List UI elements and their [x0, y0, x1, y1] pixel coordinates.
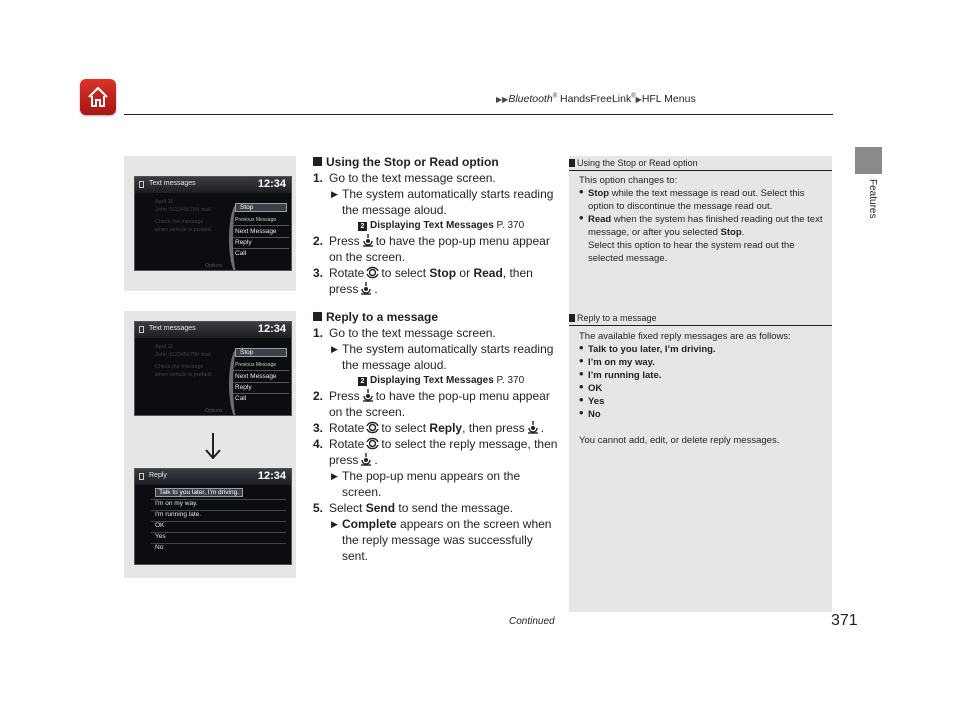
section-heading: Reply to a message: [313, 309, 558, 325]
note-heading: Using the Stop or Read option: [569, 158, 832, 168]
note-rule: [569, 170, 832, 171]
step-2: 2. Press to have the pop-up menu appear on the screen.: [313, 389, 550, 419]
press-button-icon: [527, 421, 539, 434]
screen-title: Reply: [149, 472, 167, 479]
screen-footer: Options: [205, 408, 223, 414]
breadcrumb-bluetooth[interactable]: Bluetooth: [508, 93, 553, 105]
phone-icon: [139, 473, 144, 480]
step-result: ▶ The pop-up menu appears on the screen.: [331, 469, 521, 499]
reply-option[interactable]: OK: [155, 522, 165, 529]
down-arrow-icon: [204, 433, 222, 459]
screen-title: Text messages: [149, 180, 196, 187]
ghost-text: April 11: [155, 199, 174, 205]
menu-divider: [233, 382, 289, 383]
note-body: The available fixed reply messages are as follows: • Talk to you later, I’m driving. • I’m on my way. • I’m running late. • OK • Yes • No You cannot add, edit, or delete reply messages.: [579, 330, 829, 447]
menu-item-reply[interactable]: Reply: [235, 384, 252, 391]
note-marker-icon: [569, 159, 575, 167]
breadcrumb-arrow-icon: ▶▶: [496, 95, 509, 104]
step-3: 3. Rotate to select Reply, then press .: [313, 421, 545, 435]
breadcrumb-arrow-icon: ▶: [635, 95, 642, 104]
step-3: 3. Rotate to select Stop or Read, then press .: [313, 266, 533, 296]
section-stop-read: [313, 154, 558, 297]
menu-item-previous[interactable]: Previous Message: [235, 362, 277, 368]
screen-header: [135, 177, 291, 193]
menu-item-next[interactable]: Next Message: [235, 228, 277, 235]
step-5: 5. Select Send to send the message.: [313, 501, 514, 515]
reply-option[interactable]: No: [155, 544, 164, 551]
press-button-icon: [360, 282, 372, 295]
menu-divider: [233, 393, 289, 394]
screen-image-1: [134, 176, 292, 271]
reply-option[interactable]: I'm running late.: [155, 511, 202, 518]
screen-clock: 12:34: [257, 178, 286, 190]
reply-divider: [151, 543, 286, 544]
ghost-text: Check the message: [155, 219, 204, 225]
ghost-text: Check the message: [155, 364, 204, 370]
menu-item-stop[interactable]: Stop: [235, 348, 287, 357]
phone-icon: [139, 181, 144, 188]
screen-image-3: [134, 468, 292, 565]
ghost-text: when vehicle is parked.: [155, 372, 213, 378]
step-2: 2. Press to have the pop-up menu appear on the screen.: [313, 234, 550, 264]
step-result: ▶ The system automatically starts reading the message aloud.: [331, 342, 554, 372]
step-1: 1. Go to the text message screen.: [313, 171, 496, 185]
cross-reference[interactable]: 2 Displaying Text Messages P. 370: [313, 218, 558, 233]
registered-mark: ®: [631, 93, 636, 100]
home-icon: [86, 85, 110, 109]
section-tab-label: Features: [867, 179, 878, 219]
screen-header: [135, 322, 291, 338]
registered-mark: ®: [552, 93, 558, 100]
menu-divider: [233, 237, 289, 238]
menu-item-next[interactable]: Next Message: [235, 373, 277, 380]
phone-icon: [139, 326, 144, 333]
note-heading: Reply to a message: [569, 313, 832, 323]
breadcrumb-hfl[interactable]: HandsFreeLink: [557, 93, 632, 105]
screen-image-2: [134, 321, 292, 416]
menu-item-stop[interactable]: Stop: [235, 203, 287, 212]
note-marker-icon: [569, 314, 575, 322]
press-button-icon: [360, 453, 372, 466]
menu-divider: [233, 225, 289, 226]
step-result: ▶ Complete appears on the screen when the reply message was successfully sent.: [331, 517, 552, 563]
breadcrumb: [496, 93, 696, 105]
screen-clock: 12:34: [257, 323, 286, 335]
step-result: ▶ The system automatically starts reading the message aloud.: [331, 187, 554, 217]
reply-option[interactable]: Talk to you later, I'm driving.: [155, 488, 243, 497]
screen-title: Text messages: [149, 325, 196, 332]
rotate-dial-icon: [366, 437, 379, 450]
ghost-text: John 0123456789 mail: [155, 352, 211, 358]
screen-clock: 12:34: [257, 470, 286, 482]
screen-panel-1: [124, 156, 296, 291]
screen-footer: Options: [205, 263, 223, 269]
section-tab[interactable]: [855, 147, 882, 174]
continued-label: Continued: [509, 616, 555, 627]
section-reply: [313, 309, 558, 564]
step-4: 4. Rotate to select the reply message, then press .: [313, 437, 558, 467]
header-rule: [124, 114, 833, 115]
rotate-dial-icon: [366, 421, 379, 434]
step-1: 1. Go to the text message screen.: [313, 326, 496, 340]
home-button[interactable]: [80, 79, 116, 115]
screen-header: [135, 469, 291, 485]
page-number: 371: [831, 612, 858, 629]
ghost-text: John 0123456789 mail: [155, 207, 211, 213]
reply-divider: [151, 532, 286, 533]
section-heading: Using the Stop or Read option: [313, 154, 558, 170]
menu-divider: [233, 248, 289, 249]
rotate-dial-icon: [366, 266, 379, 279]
menu-item-previous[interactable]: Previous Message: [235, 217, 277, 223]
cross-reference[interactable]: 2 Displaying Text Messages P. 370: [313, 373, 558, 388]
menu-item-call[interactable]: Call: [235, 250, 247, 257]
menu-divider: [233, 370, 289, 371]
note-rule: [569, 325, 832, 326]
press-button-icon: [362, 234, 374, 247]
breadcrumb-hfl-menus[interactable]: HFL Menus: [641, 93, 696, 105]
reply-option[interactable]: I'm on my way.: [155, 500, 198, 507]
ghost-text: April 11: [155, 344, 174, 350]
menu-item-reply[interactable]: Reply: [235, 239, 252, 246]
menu-item-call[interactable]: Call: [235, 395, 247, 402]
reply-divider: [151, 521, 286, 522]
note-body: This option changes to: • Stop while the text message is read out. Select this option to discontinue the message read out. • Read when the system has finished reading out the text message, or after you selected Stop. Select this option to hear the system read out the selected message.: [579, 174, 829, 265]
reply-option[interactable]: Yes: [155, 533, 166, 540]
ghost-text: when vehicle is parked.: [155, 227, 213, 233]
press-button-icon: [362, 389, 374, 402]
